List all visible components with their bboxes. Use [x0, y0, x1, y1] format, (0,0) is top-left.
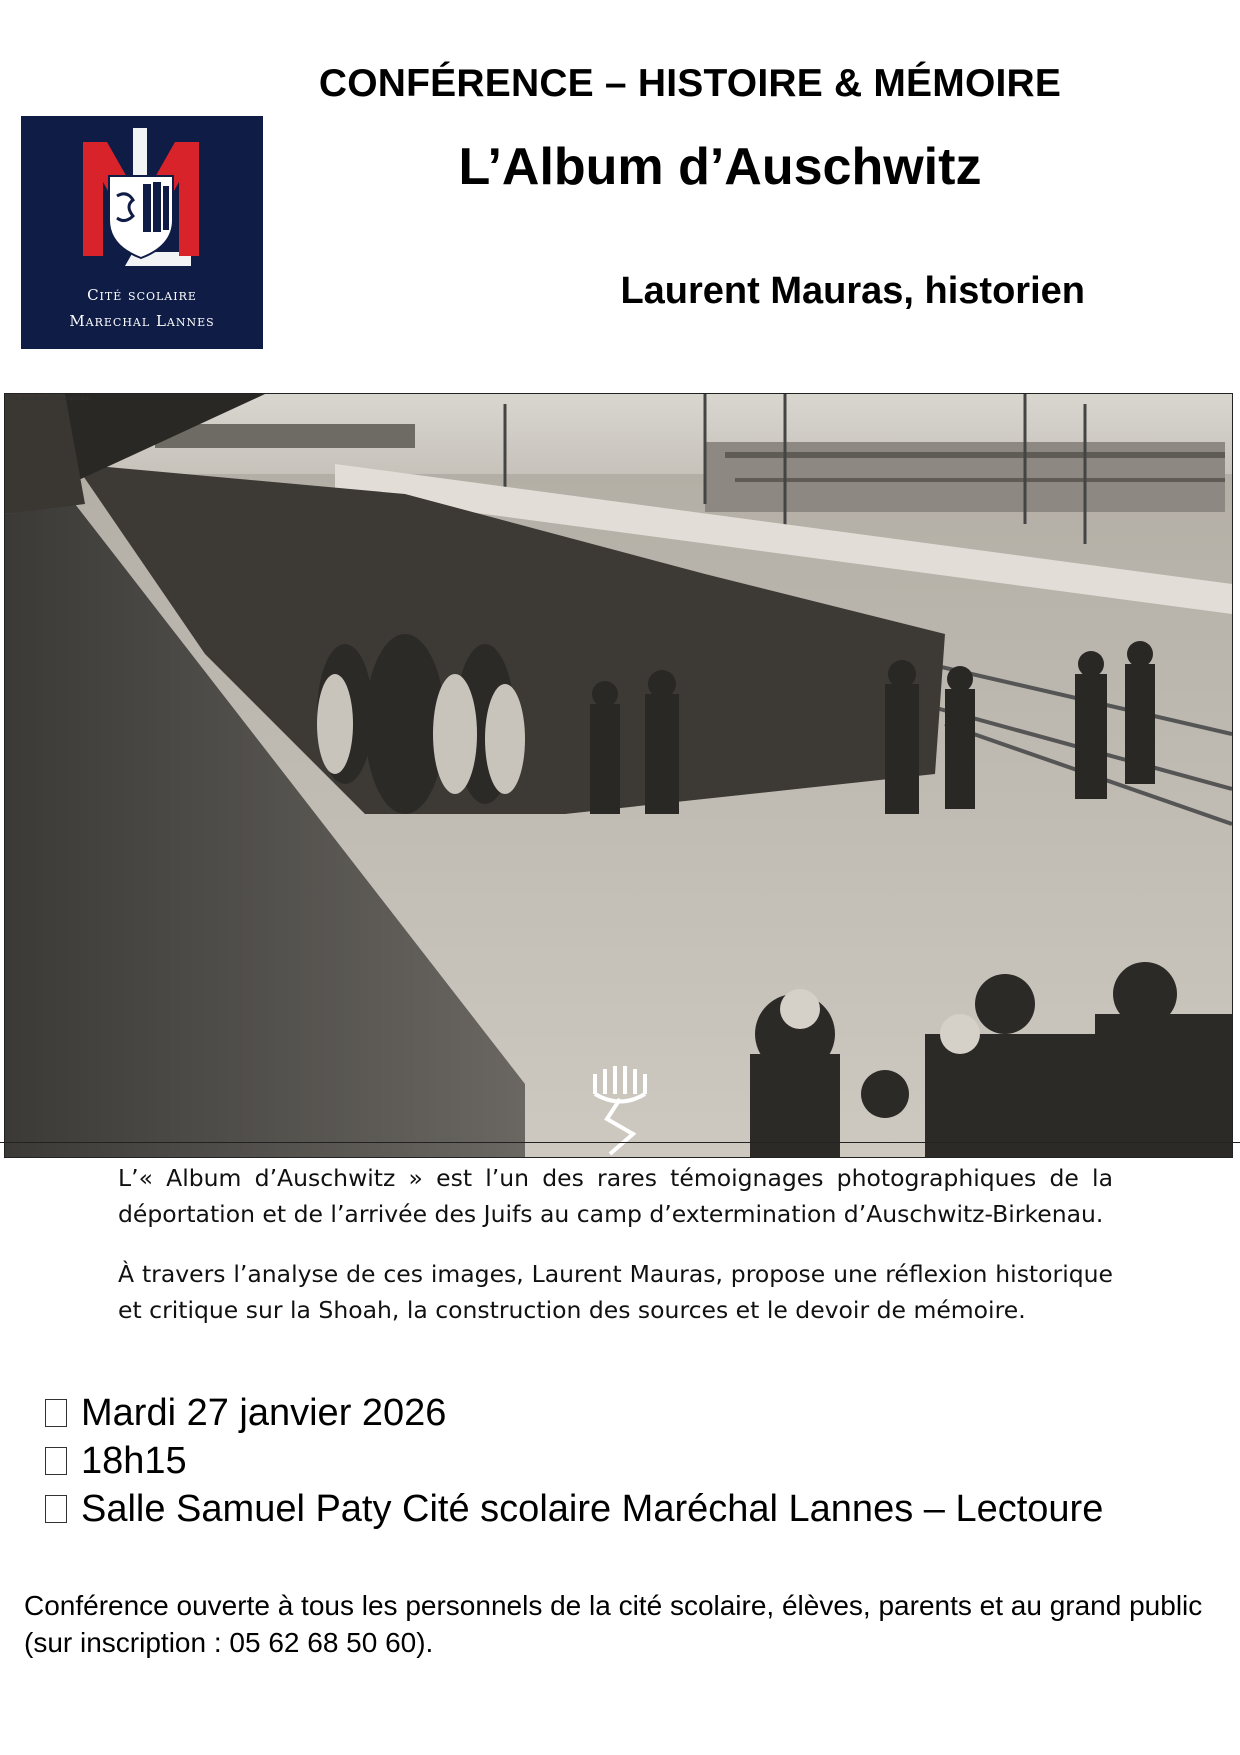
- event-time-text: 18h15: [81, 1440, 187, 1482]
- photo-placeholder-note: The picture can't be displayed.: [9, 396, 91, 402]
- arrival-platform-photo: [5, 394, 1232, 1157]
- logo-text-line1: Cité scolaire: [87, 286, 197, 304]
- event-place: [45, 1485, 1105, 1557]
- registration-note: Conférence ouverte à tous les personnels de la cité scolaire, élèves, parents et au grand public (sur inscription : 05 62 68 50 60).: [24, 1590, 1203, 1658]
- logo-text-line2: Marechal Lannes: [69, 312, 215, 330]
- school-emblem-icon: [71, 124, 211, 284]
- school-logo: [21, 116, 263, 349]
- location-icon: [45, 1495, 67, 1523]
- calendar-icon: [45, 1399, 67, 1427]
- conference-kicker: CONFÉRENCE – HISTOIRE & MÉMOIRE: [318, 62, 1062, 105]
- event-time: [45, 1437, 187, 1485]
- event-place-text: Salle Samuel Paty Cité scolaire Maréchal Lannes – Lectoure: [81, 1488, 1104, 1530]
- event-date: [45, 1389, 446, 1437]
- speaker-name: Laurent Mauras, historien: [620, 270, 1085, 312]
- description-paragraph-2: À travers l’analyse de ces images, Laurent Mauras, propose une réflexion historique et critique sur la Shoah, la construction des sources et le devoir de mémoire.: [118, 1260, 1113, 1324]
- conference-title: L’Album d’Auschwitz: [458, 138, 982, 196]
- divider-line: [0, 1142, 1240, 1143]
- description-paragraph-1: L’« Album d’Auschwitz » est l’un des rares témoignages photographiques de la déportation et de l’arrivée des Juifs au camp d’extermination d’Auschwitz-Birkenau.: [118, 1164, 1113, 1228]
- clock-icon: [45, 1447, 67, 1475]
- historical-photo: [4, 393, 1233, 1158]
- event-date-text: Mardi 27 janvier 2026: [81, 1392, 447, 1434]
